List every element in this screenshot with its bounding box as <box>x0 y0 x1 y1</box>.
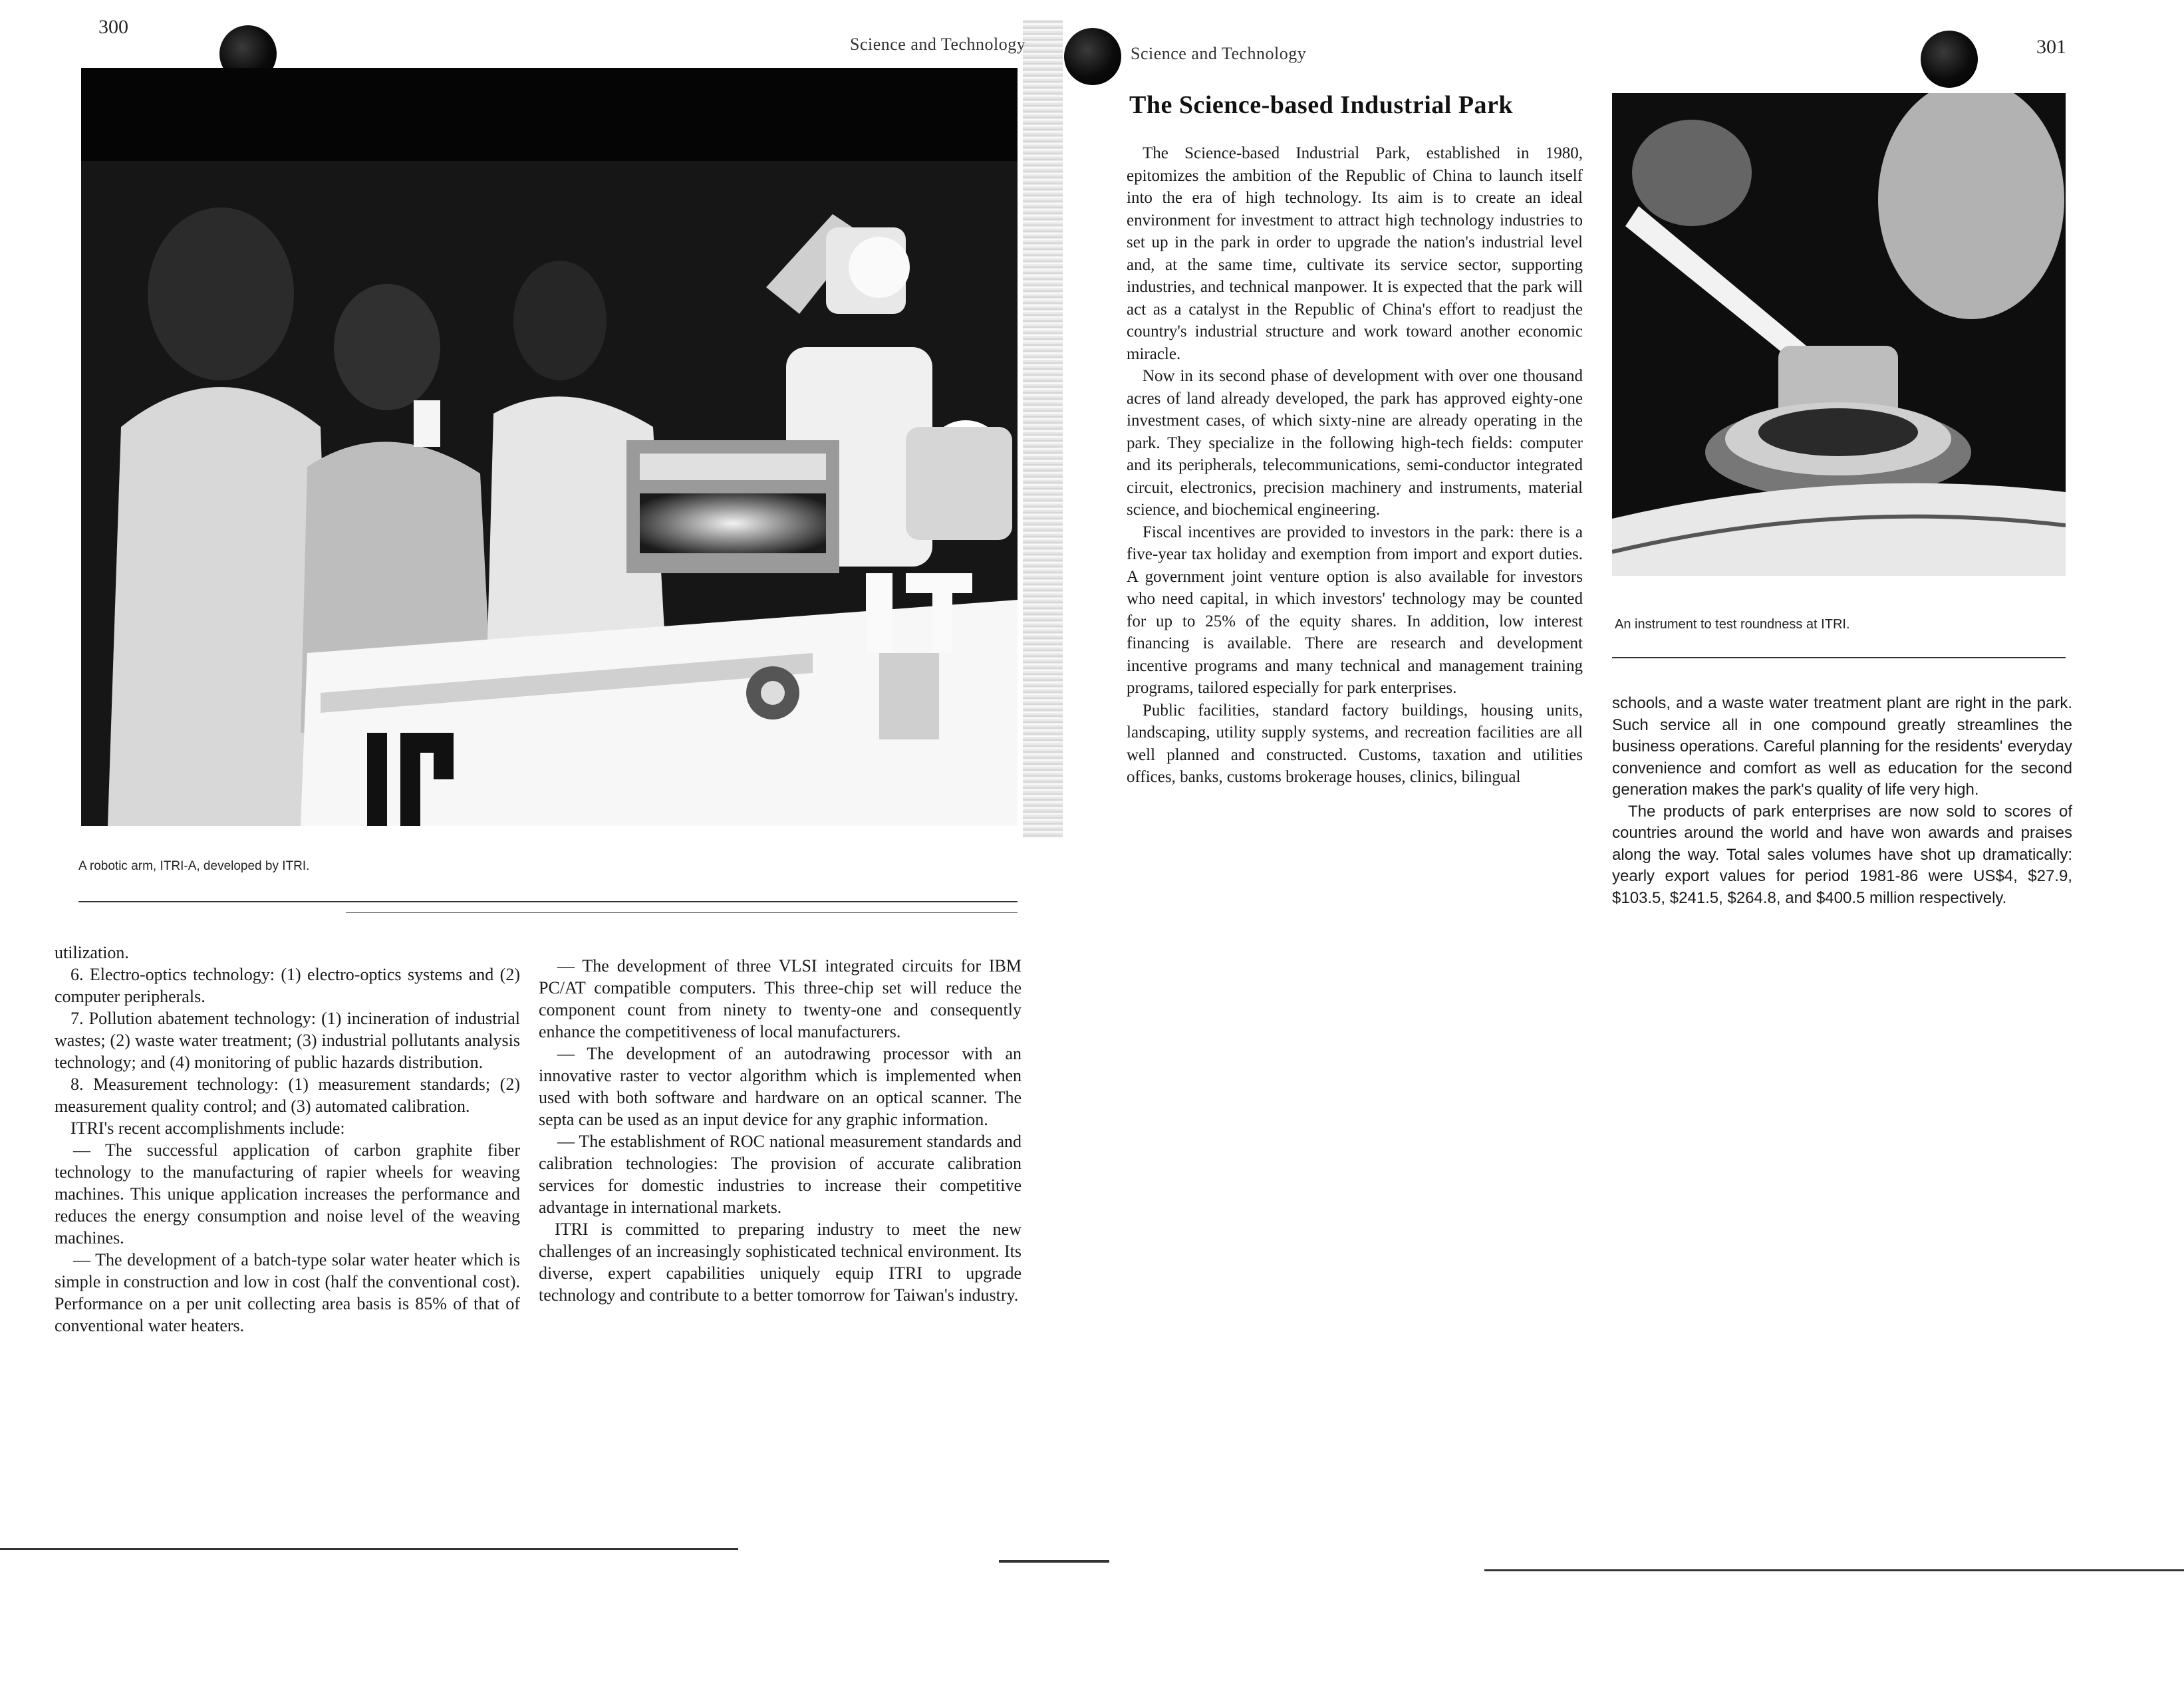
paragraph: Fiscal incentives are provided to investors in the park: there is a five-year tax holiday and exemption from import and export duties. A government joint venture option is also available for investors who need capital, in which investors' technology may be counted for up to 25% of the equity shares. In addition, low interest financing is available. There are research and development incentive programs and many technical and management training programs, tailored especially for park enterprises. <box>1127 523 1583 697</box>
paragraph: schools, and a waste water treatment plant are right in the park. Such service all in one compound greatly streamlines the business operations. Careful planning for the residents' everyday convenience and comfort as well as education for the second generation makes the park's quality of life very high. <box>1612 694 2072 799</box>
robotic-arm-photo <box>81 68 1018 826</box>
paragraph: The products of park enterprises are now sold to scores of countries around the world and have won awards and praises along the way. Total sales volumes have shot up dramatically: yearly export values for period 1981-86 were US$4, $27.9, $103.5, $241.5, $264.8, and $400.5 million respectively. <box>1612 802 2072 907</box>
paragraph: — The development of a batch-type solar water heater which is simple in construction and low in cost (half the conventional cost). Performance on a per unit collecting area basis is 85% of that of conventional water heaters. <box>55 1250 520 1335</box>
left-photo-caption: A robotic arm, ITRI-A, developed by ITRI. <box>78 859 310 873</box>
robotic-arm-illustration <box>81 68 1018 826</box>
instrument-illustration <box>1612 93 2066 576</box>
roundness-instrument-photo <box>1612 93 2066 576</box>
paragraph: ITRI is committed to preparing industry to meet the new challenges of an increasingly sophisticated technical environment. Its diverse, expert capabilities uniquely equip ITRI to upgrade technology and contribute to a better tomorrow for Taiwan's industry. <box>539 1220 1022 1305</box>
left-running-head: Science and Technology <box>850 35 1026 54</box>
right-photo-caption: An instrument to test roundness at ITRI. <box>1615 617 1850 632</box>
paragraph: The Science-based Industrial Park, established in 1980, epitomizes the ambition of the Republic of China to launch itself into the era of high technology. Its aim is to create an ideal environment for investment to attract high technology industries to set up in the park in order to upgrade the nation's industrial level and, at the same time, cultivate its service sector, supporting industries, and technical manpower. It is expected that the park will act as a catalyst in the Republic of China's effort to readjust the country's industrial structure and work toward another economic miracle. <box>1127 144 1583 363</box>
paragraph: 8. Measurement technology: (1) measurement standards; (2) measurement quality control; and (3) automated calibration. <box>55 1075 520 1116</box>
right-page-number: 301 <box>2036 36 2066 58</box>
paragraph: Public facilities, standard factory buildings, housing units, landscaping, utility supply systems, and recreation facilities are all well planned and constructed. Customs, taxation and utilities offices, banks, customs brokerage houses, clinics, bilingual <box>1127 701 1583 786</box>
caption-divider <box>1612 657 2066 658</box>
article-headline: The Science-based Industrial Park <box>1129 91 1514 119</box>
paragraph: — The successful application of carbon graphite fiber technology to the manufacturing of rapier wheels for weaving machines. This unique application increases the performance and reduces the energy consumption and noise level of the weaving machines. <box>55 1140 520 1247</box>
paragraph: — The development of three VLSI integrated circuits for IBM PC/AT compatible computers. This three-chip set will reduce the component count from ninety to twenty-one and consequently enhance the competitiveness of local manufacturers. <box>539 956 1022 1041</box>
left-column-2 <box>539 955 1022 1306</box>
bottom-rule <box>1484 1569 2184 1571</box>
paragraph: ITRI's recent accomplishments include: <box>70 1118 345 1138</box>
caption-divider <box>78 901 1018 902</box>
paragraph: 6. Electro-optics technology: (1) electro-optics systems and (2) computer peripherals. <box>55 965 520 1006</box>
punch-hole <box>1064 28 1121 85</box>
bottom-rule <box>0 1548 738 1550</box>
page-gutter <box>1023 20 1063 838</box>
punch-hole <box>1921 31 1978 88</box>
right-column-2 <box>1612 693 2072 909</box>
paragraph: — The establishment of ROC national measurement standards and calibration technologies: The provision of accurate calibration services for domestic industries to increase their competitive advantage in international markets. <box>539 1132 1022 1217</box>
bottom-rule <box>999 1560 1109 1563</box>
paragraph: — The development of an autodrawing processor with an innovative raster to vector algorithm which is implemented when used with both software and hardware on an optical scanner. The septa can be used as an input device for any graphic information. <box>539 1044 1022 1129</box>
right-column-1 <box>1127 142 1583 789</box>
paragraph: 7. Pollution abatement technology: (1) incineration of industrial wastes; (2) waste water treatment; (3) industrial pollutants analysis technology; and (4) monitoring of public hazards distribution. <box>55 1009 520 1072</box>
left-page-number: 300 <box>98 16 128 38</box>
left-column-1 <box>55 942 520 1337</box>
paragraph: Now in its second phase of development with over one thousand acres of land already developed, the park has approved eighty-one investment cases, of which sixty-nine are already operating in the park. They specialize in the following high-tech fields: computer and its peripherals, telecommunications, semi-conductor integrated circuit, electronics, precision machinery and instruments, material science, and biochemical engineering. <box>1127 367 1583 519</box>
paragraph: utilization. <box>55 943 129 962</box>
right-running-head: Science and Technology <box>1131 44 1307 63</box>
caption-divider <box>346 912 1018 913</box>
